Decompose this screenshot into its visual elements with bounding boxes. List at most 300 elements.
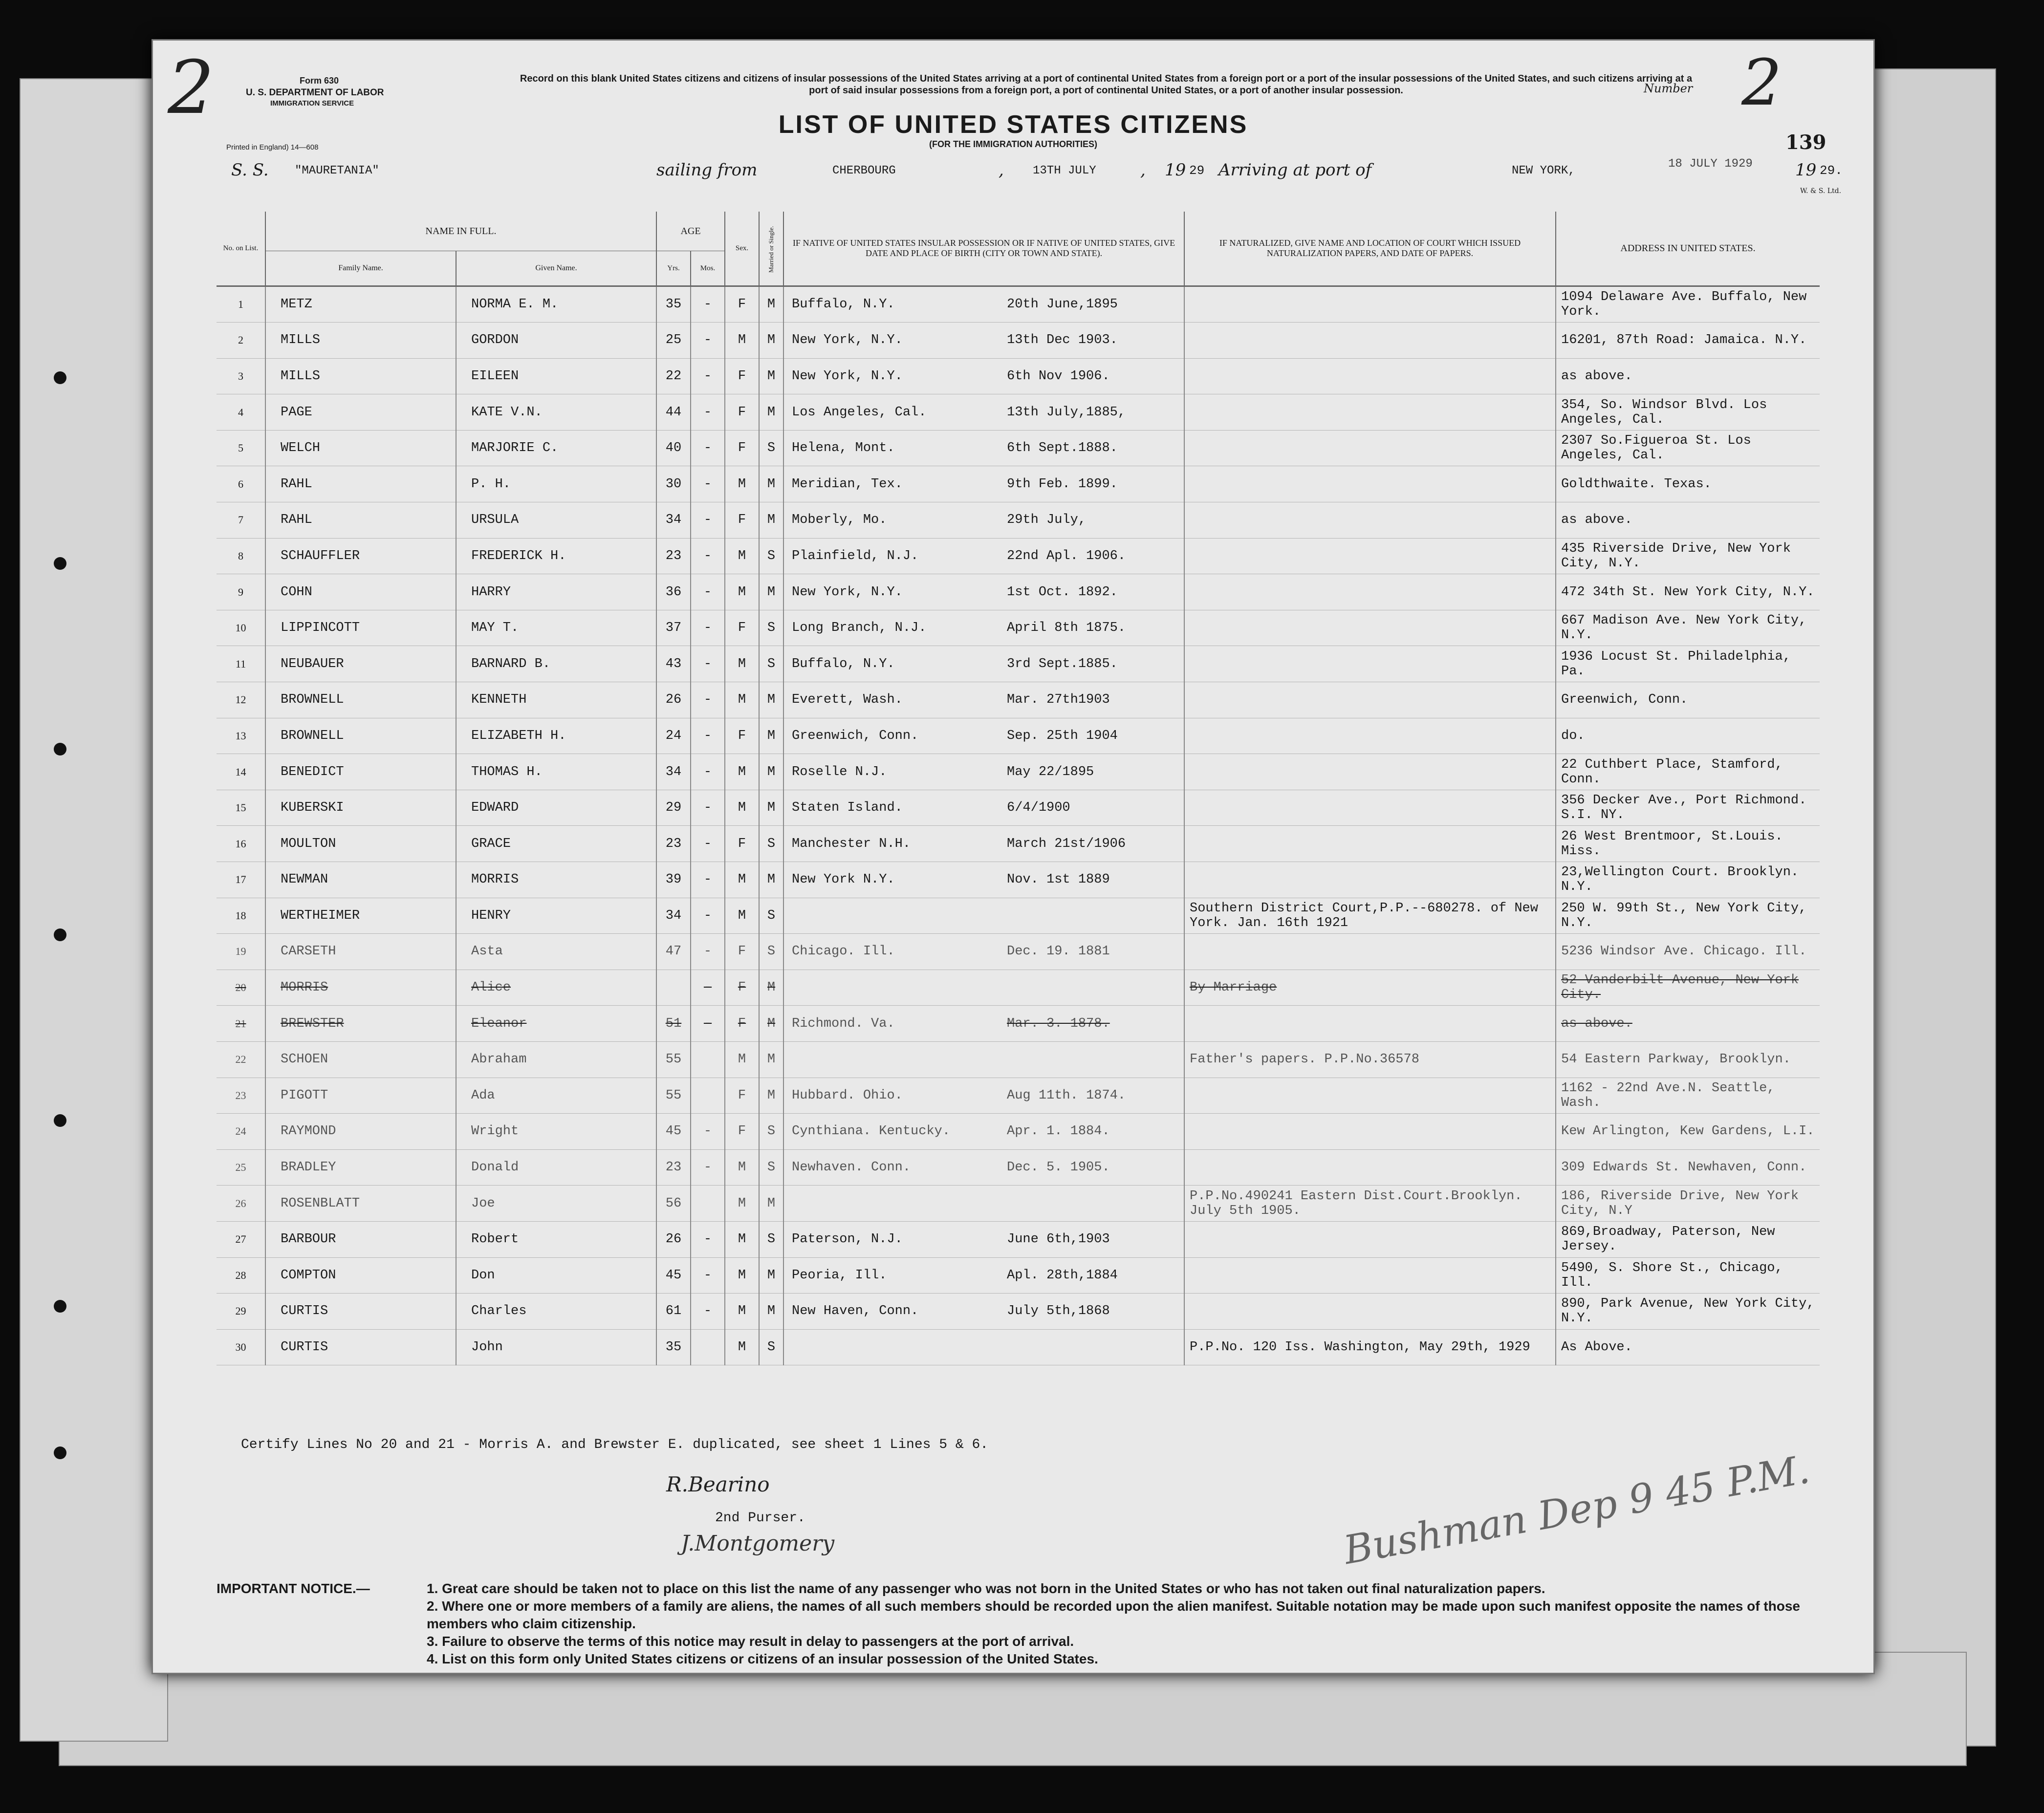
us-address: as above. xyxy=(1556,502,1820,539)
marital-status: M xyxy=(759,1006,783,1042)
marital-status: M xyxy=(759,358,783,394)
given-name: URSULA xyxy=(456,502,656,539)
sex: F xyxy=(725,934,759,970)
birth-place: New York, N.Y. xyxy=(792,368,903,384)
row-number: 30 xyxy=(217,1329,265,1365)
naturalization-info xyxy=(1184,286,1556,323)
given-name: MARJORIE C. xyxy=(456,430,656,466)
table-row xyxy=(217,934,1820,970)
birth-info xyxy=(783,862,1184,898)
us-address: 16201, 87th Road: Jamaica. N.Y. xyxy=(1556,323,1820,359)
given-name: GRACE xyxy=(456,826,656,862)
table-row xyxy=(217,1221,1820,1257)
row-number: 2 xyxy=(217,323,265,359)
family-name: METZ xyxy=(265,286,456,323)
notice-label: IMPORTANT NOTICE.— xyxy=(217,1581,370,1596)
row-number: 26 xyxy=(217,1186,265,1222)
given-name: HARRY xyxy=(456,574,656,610)
port-from: CHERBOURG xyxy=(832,164,896,177)
sail-date: 13TH JULY xyxy=(1033,164,1096,177)
family-name: RAHL xyxy=(265,466,456,502)
table-row xyxy=(217,1006,1820,1042)
passenger-rows xyxy=(217,286,1820,1365)
family-name: MILLS xyxy=(265,323,456,359)
birth-date: Dec. 19. 1881 xyxy=(1007,944,1110,959)
family-name: WERTHEIMER xyxy=(265,898,456,934)
passenger-table xyxy=(217,212,1820,1365)
notice-3: 3. Failure to observe the terms of this notice may result in delay to passengers at the port of arrival. xyxy=(427,1634,1074,1649)
family-name: ROSENBLATT xyxy=(265,1186,456,1222)
sex: F xyxy=(725,430,759,466)
marital-status: M xyxy=(759,718,783,754)
marital-status: M xyxy=(759,1294,783,1330)
us-address: 472 34th St. New York City, N.Y. xyxy=(1556,574,1820,610)
sex: F xyxy=(725,358,759,394)
naturalization-info xyxy=(1184,1114,1556,1150)
birth-date: 20th June,1895 xyxy=(1007,297,1118,312)
age-years: 55 xyxy=(656,1078,691,1114)
naturalization-info xyxy=(1184,1149,1556,1186)
birth-place: Cynthiana. Kentucky. xyxy=(792,1124,951,1139)
birth-place: New York, N.Y. xyxy=(792,333,903,348)
given-name: Charles xyxy=(456,1294,656,1330)
us-address: 309 Edwards St. Newhaven, Conn. xyxy=(1556,1149,1820,1186)
naturalization-info xyxy=(1184,790,1556,826)
naturalization-info: By Marriage xyxy=(1184,970,1556,1006)
us-address: do. xyxy=(1556,718,1820,754)
naturalization-info xyxy=(1184,1294,1556,1330)
age-months: - xyxy=(691,1114,725,1150)
ss-label: S. S. xyxy=(231,160,269,180)
age-years: 35 xyxy=(656,286,691,323)
service: IMMIGRATION SERVICE xyxy=(270,99,354,108)
us-address: 22 Cuthbert Place, Stamford, Conn. xyxy=(1556,754,1820,790)
given-name: Don xyxy=(456,1257,656,1294)
naturalization-info xyxy=(1184,574,1556,610)
marital-status: M xyxy=(759,970,783,1006)
row-number: 18 xyxy=(217,898,265,934)
page-title: LIST OF UNITED STATES CITIZENS xyxy=(778,110,1248,139)
family-name: PAGE xyxy=(265,394,456,431)
given-name: KENNETH xyxy=(456,682,656,718)
birth-date: Sep. 25th 1904 xyxy=(1007,728,1118,743)
us-address: 5236 Windsor Ave. Chicago. Ill. xyxy=(1556,934,1820,970)
marital-status: S xyxy=(759,934,783,970)
row-number: 4 xyxy=(217,394,265,431)
birth-date: May 22/1895 xyxy=(1007,764,1094,779)
certify-note: Certify Lines No 20 and 21 - Morris A. and Brewster E. duplicated, see sheet 1 Lines 5 & 6. xyxy=(241,1437,989,1452)
age-years: 45 xyxy=(656,1114,691,1150)
age-years: 39 xyxy=(656,862,691,898)
marital-status: M xyxy=(759,1078,783,1114)
birth-place: Newhaven. Conn. xyxy=(792,1160,911,1175)
sheet-stack-left xyxy=(20,78,168,1742)
family-name: MOULTON xyxy=(265,826,456,862)
row-number: 6 xyxy=(217,466,265,502)
naturalization-info xyxy=(1184,1221,1556,1257)
sex: M xyxy=(725,898,759,934)
sex: F xyxy=(725,610,759,646)
birth-place: Helena, Mont. xyxy=(792,441,895,456)
row-number: 28 xyxy=(217,1257,265,1294)
birth-info xyxy=(783,1149,1184,1186)
col-address: ADDRESS IN UNITED STATES. xyxy=(1556,212,1820,286)
marital-status: M xyxy=(759,466,783,502)
port-to: NEW YORK, xyxy=(1512,164,1575,177)
family-name: CARSETH xyxy=(265,934,456,970)
row-number: 11 xyxy=(217,646,265,682)
birth-date: 13th July,1885, xyxy=(1007,405,1126,420)
naturalization-info xyxy=(1184,682,1556,718)
sailing-label: sailing from xyxy=(656,160,758,180)
given-name: Wright xyxy=(456,1114,656,1150)
us-address: 54 Eastern Parkway, Brooklyn. xyxy=(1556,1041,1820,1078)
purser-title: 2nd Purser. xyxy=(715,1511,805,1526)
family-name: MORRIS xyxy=(265,970,456,1006)
row-number: 17 xyxy=(217,862,265,898)
table-row xyxy=(217,970,1820,1006)
sex: M xyxy=(725,682,759,718)
marital-status: S xyxy=(759,430,783,466)
given-name: John xyxy=(456,1329,656,1365)
family-name: BREWSTER xyxy=(265,1006,456,1042)
naturalization-info xyxy=(1184,538,1556,574)
given-name: Joe xyxy=(456,1186,656,1222)
age-years: 24 xyxy=(656,718,691,754)
us-address: 52 Vanderbilt Avenue, New York City. xyxy=(1556,970,1820,1006)
given-name: HENRY xyxy=(456,898,656,934)
naturalization-info xyxy=(1184,718,1556,754)
marital-status: S xyxy=(759,1329,783,1365)
handwritten-note: Bushman Dep 9 45 P.M. xyxy=(1340,1446,1813,1574)
age-months xyxy=(691,1329,725,1365)
naturalization-info xyxy=(1184,358,1556,394)
col-sex: Sex. xyxy=(725,212,759,286)
marital-status: M xyxy=(759,682,783,718)
marital-status: S xyxy=(759,646,783,682)
family-name: NEWMAN xyxy=(265,862,456,898)
given-name: EILEEN xyxy=(456,358,656,394)
birth-info xyxy=(783,970,1184,1006)
marital-status: S xyxy=(759,1114,783,1150)
marital-status: S xyxy=(759,826,783,862)
age-months: - xyxy=(691,538,725,574)
family-name: SCHOEN xyxy=(265,1041,456,1078)
birth-place: Richmond. Va. xyxy=(792,1016,895,1031)
table-row xyxy=(217,574,1820,610)
birth-info xyxy=(783,1041,1184,1078)
sex: M xyxy=(725,1149,759,1186)
family-name: COMPTON xyxy=(265,1257,456,1294)
us-address: 869,Broadway, Paterson, New Jersey. xyxy=(1556,1221,1820,1257)
birth-info xyxy=(783,826,1184,862)
naturalization-info: P.P.No. 120 Iss. Washington, May 29th, 1929 xyxy=(1184,1329,1556,1365)
table-row xyxy=(217,1041,1820,1078)
us-address: Kew Arlington, Kew Gardens, L.I. xyxy=(1556,1114,1820,1150)
family-name: RAHL xyxy=(265,502,456,539)
us-address: 890, Park Avenue, New York City, N.Y. xyxy=(1556,1294,1820,1330)
age-years: 43 xyxy=(656,646,691,682)
marital-status: M xyxy=(759,790,783,826)
col-age: AGE xyxy=(656,212,725,251)
given-name: KATE V.N. xyxy=(456,394,656,431)
age-years: 23 xyxy=(656,826,691,862)
age-years: 47 xyxy=(656,934,691,970)
marital-status: S xyxy=(759,1149,783,1186)
birth-info xyxy=(783,1078,1184,1114)
birth-info xyxy=(783,466,1184,502)
birth-info xyxy=(783,646,1184,682)
age-years: 34 xyxy=(656,754,691,790)
row-number: 9 xyxy=(217,574,265,610)
age-years: 37 xyxy=(656,610,691,646)
col-family-name: Family Name. xyxy=(265,251,456,286)
family-name: BROWNELL xyxy=(265,718,456,754)
sex: M xyxy=(725,1329,759,1365)
age-months: - xyxy=(691,934,725,970)
family-name: NEUBAUER xyxy=(265,646,456,682)
given-name: P. H. xyxy=(456,466,656,502)
naturalization-info xyxy=(1184,466,1556,502)
table-row xyxy=(217,826,1820,862)
given-name: Eleanor xyxy=(456,1006,656,1042)
birth-date: 22nd Apl. 1906. xyxy=(1007,548,1126,563)
naturalization-info xyxy=(1184,754,1556,790)
purser-signature: R.Bearino xyxy=(666,1472,770,1496)
row-number: 13 xyxy=(217,718,265,754)
table-row xyxy=(217,323,1820,359)
age-months xyxy=(691,1186,725,1222)
age-years: 40 xyxy=(656,430,691,466)
birth-date: Nov. 1st 1889 xyxy=(1007,872,1110,887)
sex: F xyxy=(725,826,759,862)
given-name: Asta xyxy=(456,934,656,970)
age-years: 34 xyxy=(656,898,691,934)
birth-place: Roselle N.J. xyxy=(792,764,887,779)
birth-info xyxy=(783,610,1184,646)
given-name: FREDERICK H. xyxy=(456,538,656,574)
birth-info xyxy=(783,538,1184,574)
birth-info xyxy=(783,1114,1184,1150)
number-label: Number xyxy=(1644,82,1693,95)
age-years: 23 xyxy=(656,538,691,574)
us-address: 1936 Locust St. Philadelphia, Pa. xyxy=(1556,646,1820,682)
age-months: - xyxy=(691,1149,725,1186)
age-months: - xyxy=(691,323,725,359)
us-address: 5490, S. Shore St., Chicago, Ill. xyxy=(1556,1257,1820,1294)
page-number: 139 xyxy=(1785,131,1827,154)
table-row xyxy=(217,1329,1820,1365)
age-years: 34 xyxy=(656,502,691,539)
birth-place: New York N.Y. xyxy=(792,872,895,887)
family-name: RAYMOND xyxy=(265,1114,456,1150)
col-given-name: Given Name. xyxy=(456,251,656,286)
col-name-in-full: NAME IN FULL. xyxy=(265,212,656,251)
table-row xyxy=(217,646,1820,682)
us-address: 26 West Brentmoor, St.Louis. Miss. xyxy=(1556,826,1820,862)
family-name: BARBOUR xyxy=(265,1221,456,1257)
us-address: Greenwich, Conn. xyxy=(1556,682,1820,718)
birth-date: 13th Dec 1903. xyxy=(1007,333,1118,348)
age-years: 61 xyxy=(656,1294,691,1330)
birth-info xyxy=(783,358,1184,394)
age-years: 22 xyxy=(656,358,691,394)
row-number: 12 xyxy=(217,682,265,718)
birth-info xyxy=(783,286,1184,323)
birth-info xyxy=(783,898,1184,934)
age-months xyxy=(691,1078,725,1114)
row-number: 21 xyxy=(217,1006,265,1042)
family-name: SCHAUFFLER xyxy=(265,538,456,574)
row-number: 16 xyxy=(217,826,265,862)
birth-place: Chicago. Ill. xyxy=(792,944,895,959)
sex: M xyxy=(725,790,759,826)
row-number: 29 xyxy=(217,1294,265,1330)
us-address: 250 W. 99th St., New York City, N.Y. xyxy=(1556,898,1820,934)
ship-line xyxy=(231,157,1844,190)
marital-status: M xyxy=(759,574,783,610)
given-name: THOMAS H. xyxy=(456,754,656,790)
age-months: - xyxy=(691,502,725,539)
birth-info xyxy=(783,323,1184,359)
age-years: 44 xyxy=(656,394,691,431)
birth-info xyxy=(783,1329,1184,1365)
age-years: 30 xyxy=(656,466,691,502)
birth-date: Apl. 28th,1884 xyxy=(1007,1268,1118,1283)
us-address: 667 Madison Ave. New York City, N.Y. xyxy=(1556,610,1820,646)
arrival-stamp: 18 JULY 1929 xyxy=(1668,157,1753,171)
col-naturalized: IF NATURALIZED, GIVE NAME AND LOCATION OF COURT WHICH ISSUED NATURALIZATION PAPERS, AND DATE OF PAPERS. xyxy=(1184,212,1556,286)
marital-status: M xyxy=(759,286,783,323)
col-married: Married or Single. xyxy=(759,212,783,286)
birth-info xyxy=(783,574,1184,610)
sex: M xyxy=(725,323,759,359)
us-address: as above. xyxy=(1556,358,1820,394)
us-address: 186, Riverside Drive, New York City, N.Y xyxy=(1556,1186,1820,1222)
birth-date: 6/4/1900 xyxy=(1007,800,1070,816)
row-number: 19 xyxy=(217,934,265,970)
given-name: Robert xyxy=(456,1221,656,1257)
sheet-mark: 2 xyxy=(168,45,215,130)
naturalization-info: Father's papers. P.P.No.36578 xyxy=(1184,1041,1556,1078)
birth-date: Apr. 1. 1884. xyxy=(1007,1124,1110,1139)
birth-place: Long Branch, N.J. xyxy=(792,621,927,636)
age-months: - xyxy=(691,754,725,790)
given-name: MAY T. xyxy=(456,610,656,646)
birth-date: Mar. 3. 1878. xyxy=(1007,1016,1110,1031)
notice-block xyxy=(217,1580,1849,1668)
age-years: 55 xyxy=(656,1041,691,1078)
age-months: - xyxy=(691,1221,725,1257)
birth-date: July 5th,1868 xyxy=(1007,1304,1110,1319)
sex: M xyxy=(725,1294,759,1330)
age-years: 26 xyxy=(656,682,691,718)
instruction-text: Record on this blank United States citizens and citizens of insular possessions of the United States arriving at a port of continental United States from a foreign port or a port of the insular possessions of the United States, and such citizens arriving at a port of said insular possessions from a foreign port, a port of continental United States, or a port of another insular possession. xyxy=(520,73,1693,96)
row-number: 8 xyxy=(217,538,265,574)
table-row xyxy=(217,682,1820,718)
naturalization-info: Southern District Court,P.P.--680278. of New York. Jan. 16th 1921 xyxy=(1184,898,1556,934)
age-years: 45 xyxy=(656,1257,691,1294)
age-months: - xyxy=(691,718,725,754)
age-months: - xyxy=(691,430,725,466)
naturalization-info xyxy=(1184,502,1556,539)
arriving-label: Arriving at port of xyxy=(1218,160,1372,180)
second-signature: J.Montgomery xyxy=(681,1531,835,1556)
sex: F xyxy=(725,1114,759,1150)
marital-status: M xyxy=(759,862,783,898)
sheet-stack-right xyxy=(1867,68,1996,1747)
row-number: 5 xyxy=(217,430,265,466)
year-end: 29. xyxy=(1820,163,1843,178)
age-months: - xyxy=(691,862,725,898)
sex: M xyxy=(725,646,759,682)
birth-date: Aug 11th. 1874. xyxy=(1007,1088,1126,1103)
sex: F xyxy=(725,502,759,539)
birth-date: 1st Oct. 1892. xyxy=(1007,584,1118,600)
age-months: - xyxy=(691,394,725,431)
naturalization-info xyxy=(1184,610,1556,646)
age-months: - xyxy=(691,358,725,394)
manifest-page xyxy=(152,39,1875,1674)
table-row xyxy=(217,286,1820,323)
birth-date: Mar. 27th1903 xyxy=(1007,692,1110,708)
birth-info xyxy=(783,1221,1184,1257)
table-row xyxy=(217,790,1820,826)
naturalization-info xyxy=(1184,1006,1556,1042)
family-name: BRADLEY xyxy=(265,1149,456,1186)
row-number: 10 xyxy=(217,610,265,646)
birth-date: 9th Feb. 1899. xyxy=(1007,476,1118,492)
us-address: 1094 Delaware Ave. Buffalo, New York. xyxy=(1556,286,1820,323)
sex: M xyxy=(725,862,759,898)
birth-date: 29th July, xyxy=(1007,513,1087,528)
birth-place: Manchester N.H. xyxy=(792,836,911,851)
age-years: 26 xyxy=(656,1221,691,1257)
year-suffix: 29 xyxy=(1189,163,1205,178)
form-number: Form 630 xyxy=(300,76,339,86)
us-address: 435 Riverside Drive, New York City, N.Y. xyxy=(1556,538,1820,574)
naturalization-info xyxy=(1184,430,1556,466)
table-row xyxy=(217,466,1820,502)
table-row xyxy=(217,1114,1820,1150)
birth-date: Dec. 5. 1905. xyxy=(1007,1160,1110,1175)
marital-status: M xyxy=(759,1041,783,1078)
ship-name: "MAURETANIA" xyxy=(295,164,379,177)
us-address: 1162 - 22nd Ave.N. Seattle, Wash. xyxy=(1556,1078,1820,1114)
sex: M xyxy=(725,1041,759,1078)
birth-date: 6th Sept.1888. xyxy=(1007,441,1118,456)
comma-1: , xyxy=(999,160,1004,180)
table-row xyxy=(217,358,1820,394)
birth-info xyxy=(783,790,1184,826)
age-years: 35 xyxy=(656,1329,691,1365)
year-prefix-2: 19 xyxy=(1795,160,1817,180)
birth-info xyxy=(783,934,1184,970)
naturalization-info xyxy=(1184,934,1556,970)
printer-note: Printed in England) 14—608 xyxy=(226,143,319,151)
naturalization-info xyxy=(1184,646,1556,682)
birth-place: Moberly, Mo. xyxy=(792,513,887,528)
naturalization-info xyxy=(1184,826,1556,862)
given-name: Abraham xyxy=(456,1041,656,1078)
us-address: 356 Decker Ave., Port Richmond. S.I. NY. xyxy=(1556,790,1820,826)
comma-2: , xyxy=(1140,160,1146,180)
table-row xyxy=(217,502,1820,539)
age-years: 36 xyxy=(656,574,691,610)
naturalization-info xyxy=(1184,862,1556,898)
col-yrs: Yrs. xyxy=(656,251,691,286)
birth-info xyxy=(783,430,1184,466)
